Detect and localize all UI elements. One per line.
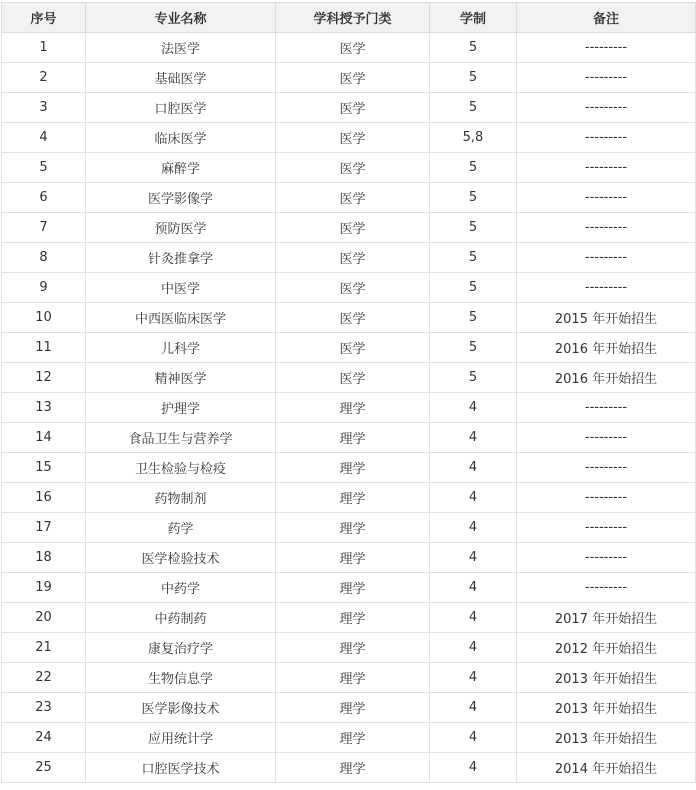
cell-duration: 5 [430,303,517,333]
cell-major-name: 应用统计学 [86,723,276,753]
cell-degree-category: 医学 [276,273,430,303]
cell-degree-category: 理学 [276,513,430,543]
cell-index: 24 [2,723,86,753]
table-row [2,243,696,273]
cell-duration: 5 [430,63,517,93]
table-row [2,513,696,543]
cell-index: 12 [2,363,86,393]
cell-remarks: --------- [517,243,696,273]
cell-duration: 4 [430,423,517,453]
cell-index: 11 [2,333,86,363]
cell-major-name: 口腔医学 [86,93,276,123]
table-row [2,483,696,513]
cell-degree-category: 医学 [276,213,430,243]
cell-index: 6 [2,183,86,213]
table-row [2,723,696,753]
cell-duration: 4 [430,693,517,723]
cell-duration: 5 [430,33,517,63]
cell-index: 14 [2,423,86,453]
cell-degree-category: 医学 [276,243,430,273]
cell-remarks: 2013 年开始招生 [517,663,696,693]
cell-major-name: 法医学 [86,33,276,63]
cell-major-name: 儿科学 [86,333,276,363]
cell-remarks: --------- [517,213,696,243]
cell-index: 2 [2,63,86,93]
table-row [2,573,696,603]
cell-degree-category: 理学 [276,603,430,633]
table-row [2,153,696,183]
cell-major-name: 药物制剂 [86,483,276,513]
table-row [2,33,696,63]
table-row [2,693,696,723]
cell-remarks: --------- [517,543,696,573]
majors-table [1,2,696,783]
cell-remarks: --------- [517,33,696,63]
table-row [2,333,696,363]
cell-duration: 5 [430,93,517,123]
cell-degree-category: 医学 [276,183,430,213]
table-row [2,753,696,783]
cell-index: 8 [2,243,86,273]
cell-degree-category: 理学 [276,573,430,603]
cell-index: 7 [2,213,86,243]
cell-index: 17 [2,513,86,543]
cell-duration: 5 [430,153,517,183]
table-row [2,303,696,333]
cell-degree-category: 理学 [276,693,430,723]
table-row [2,603,696,633]
cell-degree-category: 理学 [276,723,430,753]
table-row [2,453,696,483]
cell-remarks: --------- [517,273,696,303]
cell-major-name: 基础医学 [86,63,276,93]
cell-degree-category: 医学 [276,153,430,183]
cell-degree-category: 理学 [276,633,430,663]
cell-index: 15 [2,453,86,483]
header-duration: 学制 [430,3,517,33]
cell-index: 1 [2,33,86,63]
table-header-row [2,3,696,33]
cell-remarks: --------- [517,393,696,423]
cell-duration: 4 [430,723,517,753]
cell-degree-category: 医学 [276,33,430,63]
cell-major-name: 生物信息学 [86,663,276,693]
cell-duration: 4 [430,753,517,783]
cell-remarks: 2017 年开始招生 [517,603,696,633]
table-row [2,363,696,393]
header-major-name: 专业名称 [86,3,276,33]
cell-major-name: 医学影像学 [86,183,276,213]
cell-duration: 4 [430,573,517,603]
cell-major-name: 针灸推拿学 [86,243,276,273]
cell-index: 5 [2,153,86,183]
cell-duration: 5 [430,333,517,363]
cell-major-name: 护理学 [86,393,276,423]
cell-index: 9 [2,273,86,303]
cell-remarks: 2014 年开始招生 [517,753,696,783]
cell-remarks: --------- [517,453,696,483]
cell-index: 13 [2,393,86,423]
cell-major-name: 口腔医学技术 [86,753,276,783]
cell-index: 21 [2,633,86,663]
cell-remarks: --------- [517,123,696,153]
table-row [2,183,696,213]
cell-degree-category: 医学 [276,333,430,363]
table-row [2,663,696,693]
cell-major-name: 预防医学 [86,213,276,243]
cell-index: 25 [2,753,86,783]
cell-index: 23 [2,693,86,723]
table-row [2,63,696,93]
cell-remarks: 2016 年开始招生 [517,333,696,363]
cell-remarks: 2012 年开始招生 [517,633,696,663]
cell-duration: 4 [430,603,517,633]
cell-major-name: 麻醉学 [86,153,276,183]
cell-remarks: 2013 年开始招生 [517,723,696,753]
header-index: 序号 [2,3,86,33]
table-row [2,213,696,243]
cell-index: 22 [2,663,86,693]
cell-major-name: 康复治疗学 [86,633,276,663]
cell-degree-category: 理学 [276,393,430,423]
cell-index: 18 [2,543,86,573]
cell-duration: 5,8 [430,123,517,153]
cell-index: 16 [2,483,86,513]
cell-degree-category: 理学 [276,423,430,453]
cell-duration: 4 [430,543,517,573]
cell-duration: 5 [430,243,517,273]
cell-remarks: --------- [517,63,696,93]
cell-index: 19 [2,573,86,603]
cell-degree-category: 理学 [276,453,430,483]
cell-index: 4 [2,123,86,153]
table-row [2,633,696,663]
cell-remarks: --------- [517,93,696,123]
cell-degree-category: 理学 [276,753,430,783]
cell-index: 20 [2,603,86,633]
cell-remarks: 2015 年开始招生 [517,303,696,333]
cell-major-name: 中药学 [86,573,276,603]
table-row [2,93,696,123]
cell-duration: 4 [430,483,517,513]
cell-degree-category: 理学 [276,483,430,513]
cell-major-name: 卫生检验与检疫 [86,453,276,483]
cell-major-name: 食品卫生与营养学 [86,423,276,453]
cell-major-name: 中医学 [86,273,276,303]
cell-degree-category: 医学 [276,363,430,393]
cell-remarks: --------- [517,573,696,603]
cell-duration: 5 [430,273,517,303]
table-row [2,123,696,153]
cell-duration: 5 [430,213,517,243]
table-row [2,393,696,423]
cell-degree-category: 医学 [276,123,430,153]
table-row [2,273,696,303]
cell-major-name: 临床医学 [86,123,276,153]
cell-major-name: 药学 [86,513,276,543]
cell-remarks: 2013 年开始招生 [517,693,696,723]
cell-index: 3 [2,93,86,123]
cell-degree-category: 理学 [276,663,430,693]
cell-major-name: 精神医学 [86,363,276,393]
cell-remarks: --------- [517,183,696,213]
cell-duration: 4 [430,513,517,543]
cell-major-name: 中药制药 [86,603,276,633]
cell-remarks: --------- [517,513,696,543]
header-degree-category: 学科授予门类 [276,3,430,33]
cell-duration: 4 [430,663,517,693]
cell-major-name: 医学影像技术 [86,693,276,723]
table-row [2,543,696,573]
cell-index: 10 [2,303,86,333]
cell-duration: 4 [430,633,517,663]
table-row [2,423,696,453]
header-remarks: 备注 [517,3,696,33]
cell-remarks: 2016 年开始招生 [517,363,696,393]
cell-remarks: --------- [517,483,696,513]
table-body [2,33,696,783]
cell-duration: 5 [430,183,517,213]
cell-duration: 4 [430,453,517,483]
cell-degree-category: 医学 [276,63,430,93]
cell-duration: 4 [430,393,517,423]
cell-major-name: 医学检验技术 [86,543,276,573]
cell-degree-category: 医学 [276,93,430,123]
cell-major-name: 中西医临床医学 [86,303,276,333]
cell-remarks: --------- [517,423,696,453]
cell-degree-category: 医学 [276,303,430,333]
cell-degree-category: 理学 [276,543,430,573]
cell-remarks: --------- [517,153,696,183]
cell-duration: 5 [430,363,517,393]
